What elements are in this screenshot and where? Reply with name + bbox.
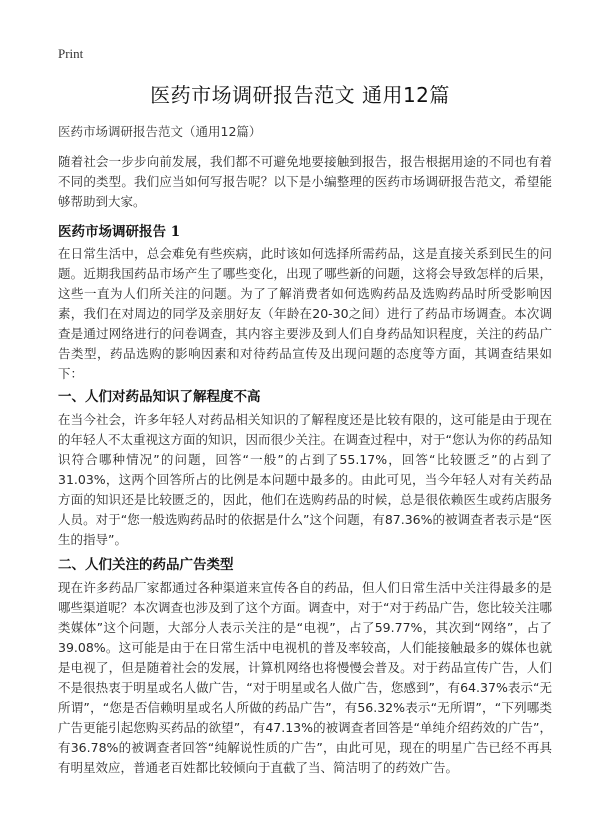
section-heading-knowledge: 一、人们对药品知识了解程度不高	[58, 389, 261, 405]
section-paragraph-knowledge: 在当今社会，许多年轻人对药品相关知识的了解程度还是比较有限的，这可能是由于现在的年轻人不太重视这方面的知识，因而很少关注。在调查过程中，对于“您认为你的药品知识符合哪种情况”的问题，回答“一般”的占到了55.17%，回答“比较匮乏”的占到了31.03%，这两个回答所占的比例是本问题中最多的。由此可见，当今年轻人对有关药品方面的知识还是比较匮乏的，因此，他们在选购药品的时候，总是很依赖医生或药店服务人员。对于“您一般选购药品时的依据是什么”这个问题，有87.36%的被调查者表示是“医生的指导”。	[58, 412, 552, 547]
section-heading-advertising: 二、人们关注的药品广告类型	[58, 557, 234, 573]
page-title: 医药市场调研报告范文 通用12篇	[150, 83, 450, 107]
section-heading-report-1: 医药市场调研报告 1	[58, 224, 181, 240]
intro-paragraph: 随着社会一步步向前发展，我们都不可避免地要接触到报告，报告根据用途的不同也有着不同的类型。我们应当如何写报告呢？以下是小编整理的医药市场调研报告范文，希望能够帮助到大家。	[58, 154, 552, 209]
document-subtitle: 医药市场调研报告范文（通用12篇）	[58, 124, 262, 139]
section-paragraph-report-1: 在日常生活中，总会难免有些疾病，此时该如何选择所需药品，这是直接关系到民生的问题。近期我国药品市场产生了哪些变化，出现了哪些新的问题，这将会导致怎样的后果，这些一直为人们所关注的问题。为了了解消费者如何选购药品及选购药品时所受影响因素，我们在对周边的同学及亲朋好友（年龄在20-30之间）进行了药品市场调查。本次调查是通过网络进行的问卷调查，其内容主要涉及到人们自身药品知识程度，关注的药品广告类型，药品选购的影响因素和对待药品宣传及出现问题的态度等方面，其调查结果如下：	[58, 246, 552, 381]
section-paragraph-advertising: 现在许多药品厂家都通过各种渠道来宣传各自的药品，但人们日常生活中关注得最多的是哪些渠道呢？本次调查也涉及到了这个方面。调查中，对于“对于药品广告，您比较关注哪类媒体”这个问题，大部分人表示关注的是“电视”，占了59.77%，其次到“网络”，占了39.08%。这可能是由于在日常生活中电视机的普及率较高，人们能接触最多的媒体也就是电视了，但是随着社会的发展，计算机网络也将慢慢会普及。对于药品宣传广告，人们不是很热衷于明星或名人做广告，“对于明星或名人做广告，您感到”，有64.37%表示“无所谓”，“您是否信赖明星或名人所做的药品广告”，有56.32%表示“无所谓”，“下列哪类广告更能引起您购买药品的欲望”，有47.13%的被调查者回答是“单纯介绍药效的广告”，有36.78%的被调查者回答“纯解说性质的广告”，由此可见，现在的明星广告已经不再具有明星效应，普通老百姓都比较倾向于直截了当、简洁明了的药效广告。	[58, 580, 552, 775]
print-link[interactable]: Print	[58, 46, 84, 61]
